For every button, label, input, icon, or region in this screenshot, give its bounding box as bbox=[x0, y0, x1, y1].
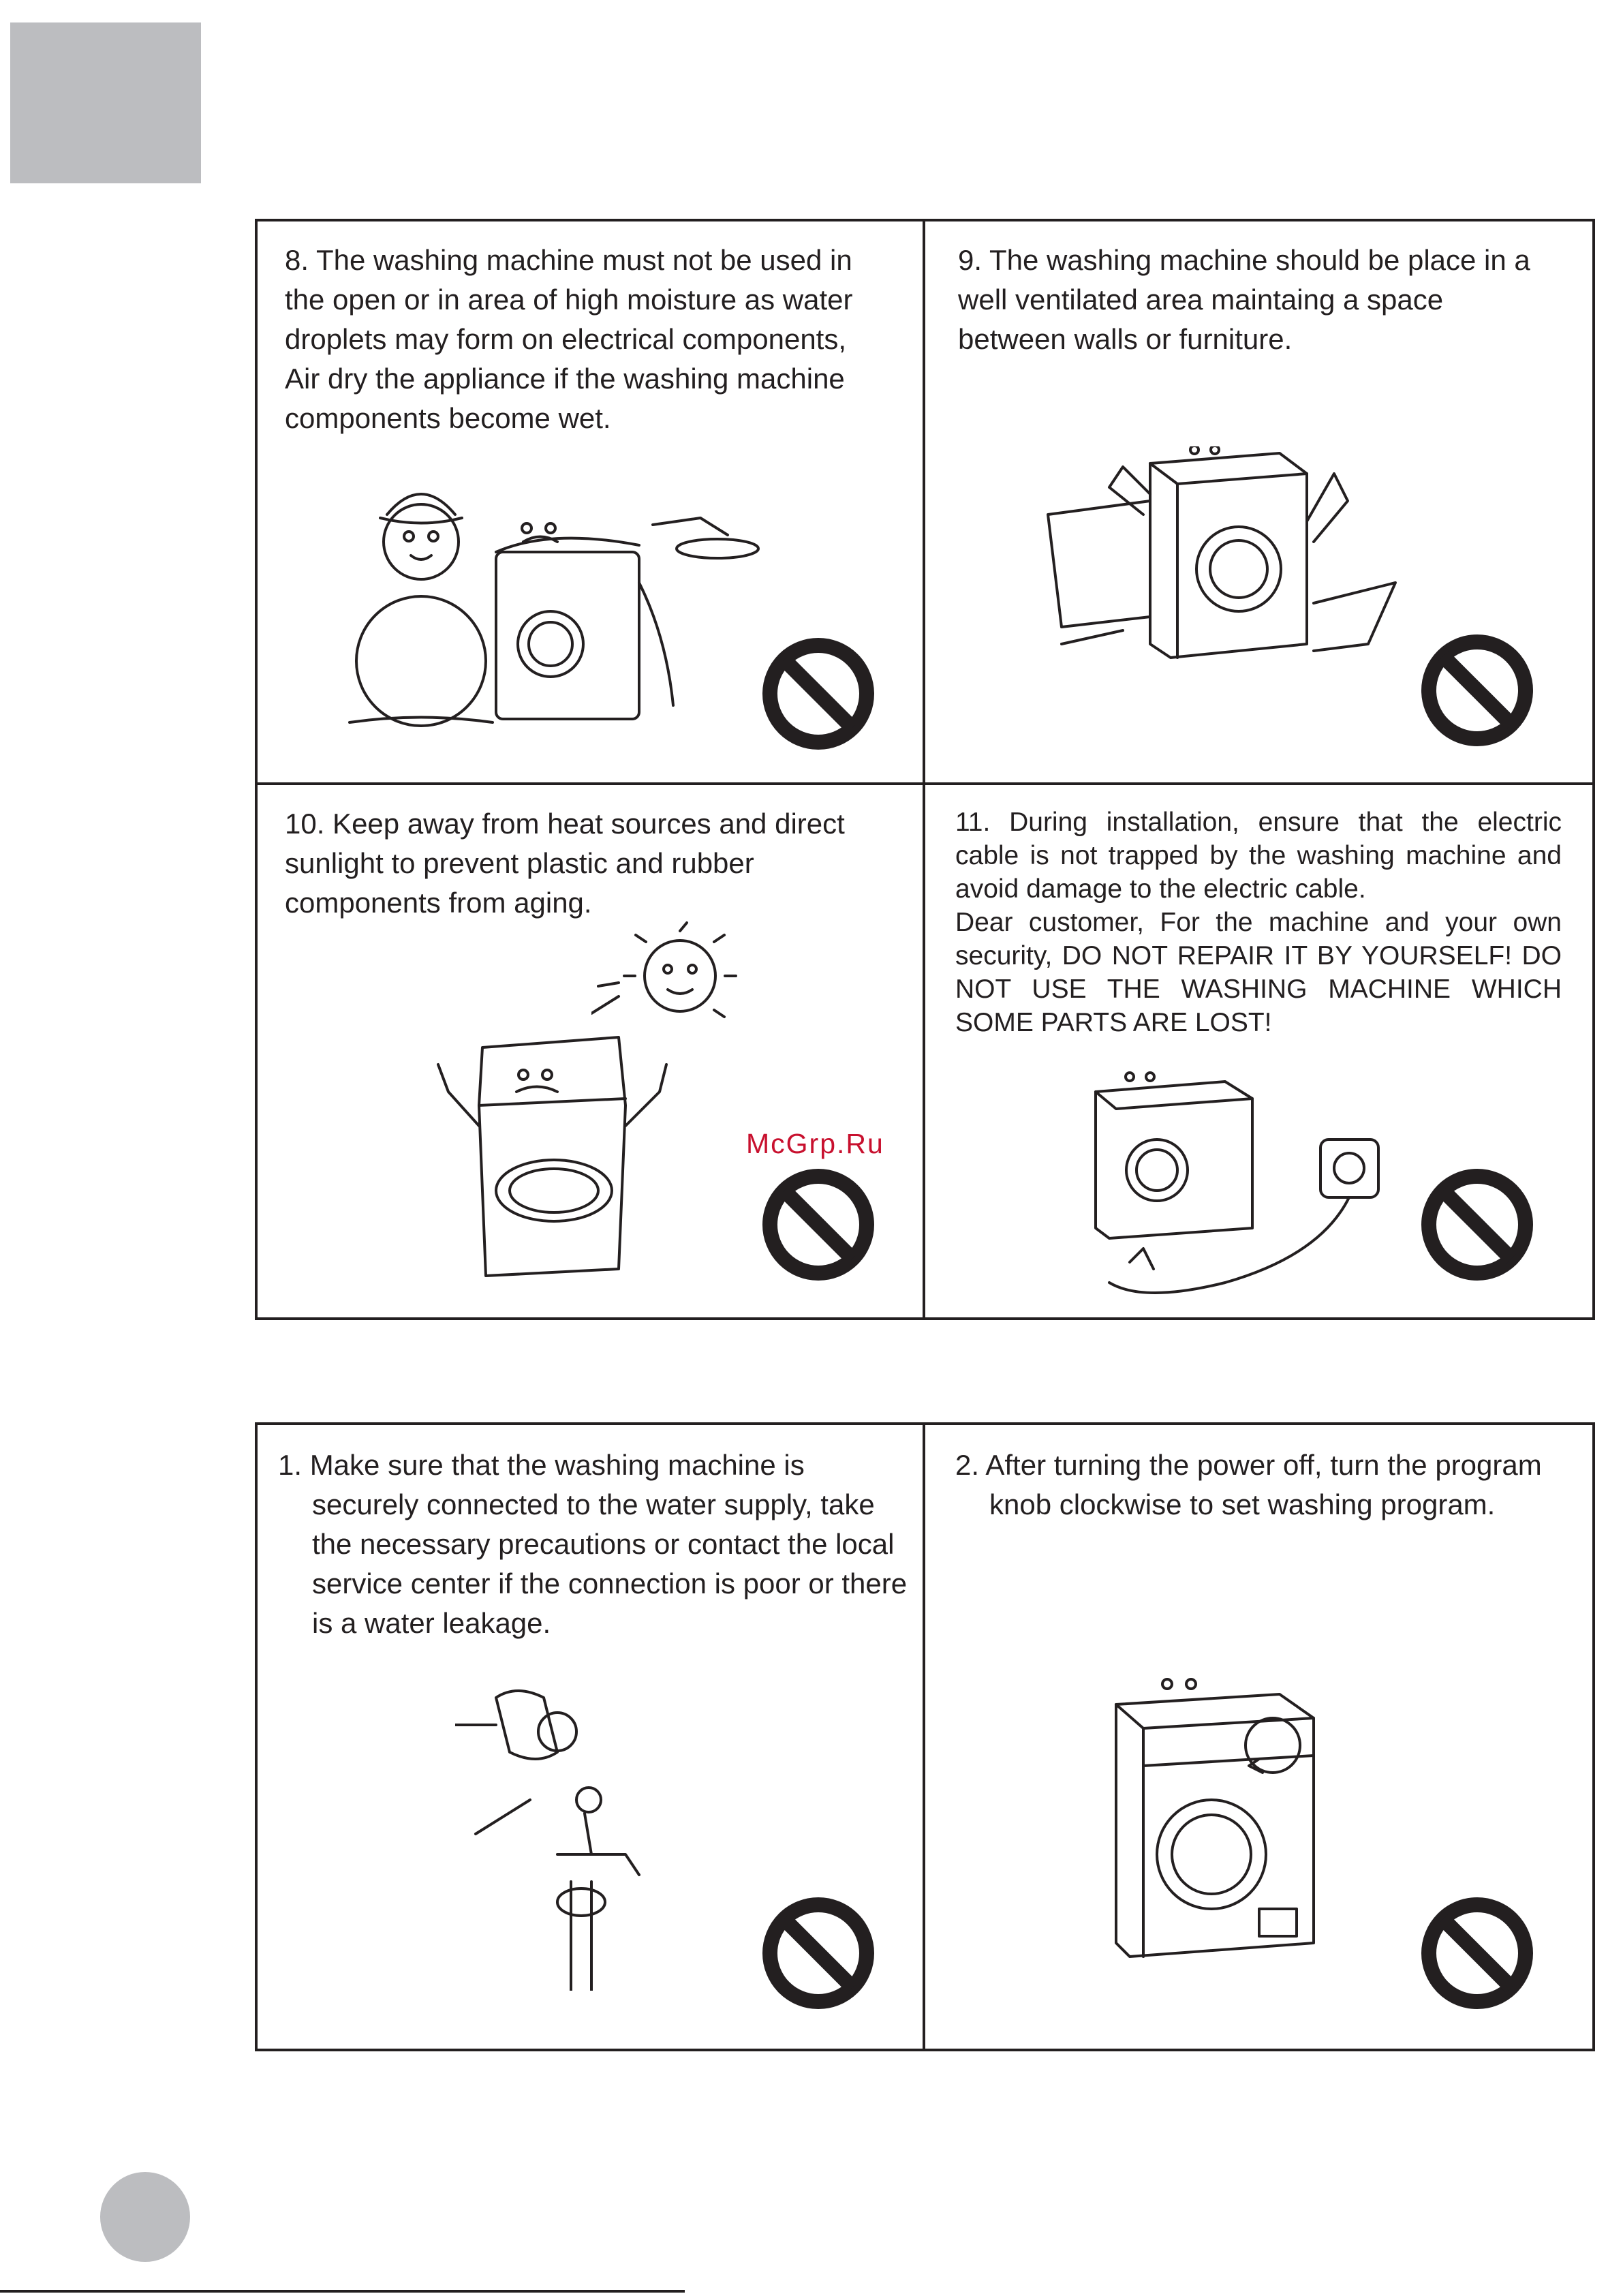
page-number-dot bbox=[100, 2172, 190, 2262]
bottom-rule bbox=[0, 2290, 685, 2293]
watermark: McGrp.Ru bbox=[746, 1128, 884, 1159]
no-entry-sign-icon bbox=[1419, 632, 1535, 748]
no-entry-sign-icon bbox=[1419, 1167, 1535, 1283]
water-tap-illustration bbox=[455, 1677, 680, 1991]
warning-text-11 bbox=[955, 806, 1562, 1039]
instruction-text-2: 2. After turning the power off, turn the program knob clockwise to set washing program. bbox=[955, 1449, 1542, 1520]
warning-cell-10 bbox=[258, 782, 923, 1317]
instruction-grid bbox=[255, 1422, 1595, 2051]
instruction-cell-1 bbox=[258, 1425, 923, 2049]
sun-illustration bbox=[591, 921, 748, 1030]
no-entry-sign-icon bbox=[1419, 1895, 1535, 2011]
washing-machine-illustration bbox=[421, 1024, 707, 1289]
warning-text-11-security: Dear customer, For the machine and your own security, DO NOT REPAIR IT BY YOURSELF! DO NOT USE THE WASHING MACHINE WHICH SOME PARTS ARE LOST! bbox=[955, 908, 1562, 1037]
warning-text-11-cable: 11. During installation, ensure that the electric cable is not trapped by the washing machine and avoid damage to the electric cable. bbox=[955, 808, 1562, 904]
warning-text-10: 10. Keep away from heat sources and direct sunlight to prevent plastic and rubber components from aging. bbox=[285, 808, 845, 919]
no-entry-sign-icon bbox=[760, 636, 876, 752]
warning-text-8: 8. The washing machine must not be used in the open or in area of high moisture as water droplets may form on electrical components, Air dry the appliance if the washing machine components become wet. bbox=[285, 244, 853, 434]
instruction-cell-2 bbox=[923, 1425, 1592, 2049]
warning-cell-8 bbox=[258, 221, 923, 782]
washing-machine-illustration bbox=[1109, 1670, 1334, 1970]
warning-cell-11 bbox=[923, 782, 1592, 1317]
corner-tab bbox=[10, 22, 201, 183]
warning-text-9: 9. The washing machine should be place in a well ventilated area maintaing a space between walls or furniture. bbox=[958, 244, 1530, 355]
warning-grid bbox=[255, 219, 1595, 1320]
power-plug-illustration bbox=[1089, 1058, 1429, 1317]
snowman-illustration bbox=[346, 487, 769, 733]
washing-machine-illustration bbox=[1041, 446, 1423, 671]
warning-cell-9 bbox=[923, 221, 1592, 782]
no-entry-sign-icon bbox=[760, 1167, 876, 1283]
no-entry-sign-icon bbox=[760, 1895, 876, 2011]
instruction-text-1: 1. Make sure that the washing machine is securely connected to the water supply, take the necessary precautions or contact the local service center if the connection is poor or there is a water leakage. bbox=[278, 1449, 908, 1639]
